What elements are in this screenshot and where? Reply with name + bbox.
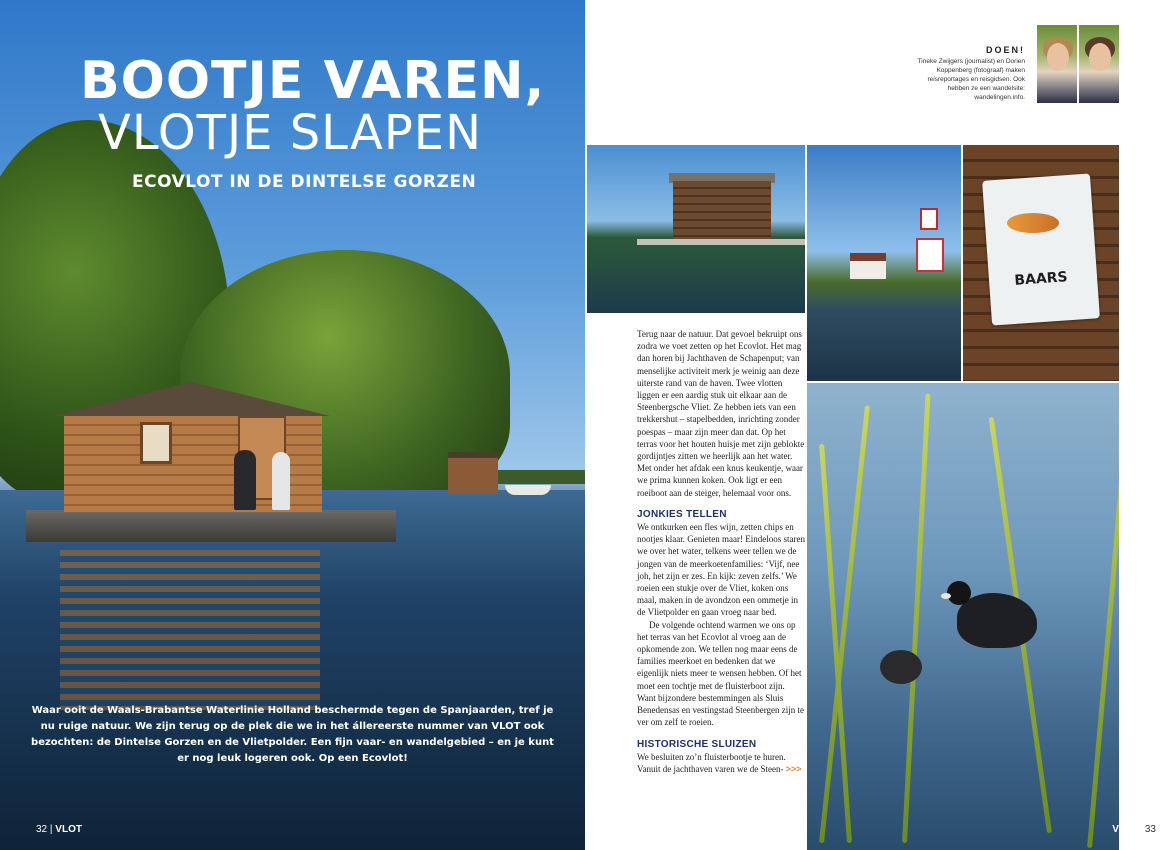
article-paragraph: De volgende ochtend warmen we ons op het terras van het Ecovlot al vroeg aan de opkomende zon. We tellen nog maar eens de families meerkoet en bedenken dat we eigenlijk niets meer te wensen hebben. Of het moet een tochtje met de fluisterboot zijn. Want bijzondere bestemmingen als Sluis Benedensas en vestingstad Steenbergen zijn te ver om zelf te roeien. [637, 619, 805, 728]
article-body [637, 328, 805, 775]
coot-beak [941, 593, 951, 599]
coot-head [947, 581, 971, 605]
continue-arrows-icon: >>> [785, 763, 802, 774]
reed-stem [1087, 390, 1119, 849]
folio-brand-right: VLOT [1112, 824, 1139, 835]
water-reflection [60, 550, 320, 710]
reed-stem [819, 444, 852, 843]
author-portrait-journalist [1037, 25, 1077, 103]
sluice-house [850, 253, 886, 279]
doen-credits: Tineke Zwijgers (journalist) en Dorien Koppenberg (fotograaf) maken reisreportages en reisgidsen. Ook hebben ze een wandelsite: wandelingen.info. [917, 58, 1025, 101]
cabin-window [140, 422, 172, 464]
reed-stem [902, 393, 931, 843]
cabin-roof [54, 382, 330, 416]
portrait-face [1047, 43, 1069, 71]
article-paragraph: We ontkurken een fles wijn, zetten chips en nootjes klaar. Genieten maar! Eindeloos staren we over het water, telkens weer tellen we de jongen van de meerkoetenfamilies: ‘Vijf, nee joh, het zijn er zes. En kijk: zeven zelfs.’ We roeien een stukje over de Vliet, koken ons maal, maken in de avondzon een ommetje in de Vlietpolder en gaan vroeg naar bed. [637, 522, 805, 618]
photo-sluice-canal [807, 145, 961, 381]
article-paragraph [637, 751, 805, 775]
photo-coots-in-reeds [807, 383, 1119, 850]
folio-right [1112, 824, 1156, 835]
title-line-2: VLOTJE SLAPEN [98, 105, 483, 161]
traffic-sign [920, 208, 938, 230]
intro-text: Waar ooit de Waals-Brabantse Waterlinie Holland beschermde tegen de Spanjaarden, tref je nu ruige natuur. We zijn terug op de plek die we in het állereerste nummer van VLOT ook bezochten: de Dintelse Gorzen en de Vlietpolder. Een fijn vaar- en wandelgebied – en je kunt er nog leuk logeren ook. Op een Ecovlot! [31, 705, 554, 764]
floating-raft [26, 510, 396, 542]
right-page [585, 0, 1170, 850]
anchor-sign [916, 238, 944, 272]
section-heading: JONKIES TELLEN [637, 508, 727, 520]
page-subtitle: ECOVLOT IN DE DINTELSE GORZEN [132, 172, 477, 192]
folio-separator: | [49, 824, 53, 835]
title-line-1: BOOTJE VAREN, [80, 51, 546, 111]
page-number-right: 33 [1144, 824, 1156, 835]
sign-plate [982, 173, 1100, 325]
rowing-boat [505, 485, 551, 495]
perch-fish-icon [1007, 213, 1059, 233]
page-title [80, 51, 580, 161]
photo-baars-sign [963, 145, 1119, 381]
cabin-deck [637, 239, 805, 245]
cabin [673, 181, 771, 241]
article-text: We besluiten zo’n fluisterbootje te huren. Vanuit de jachthaven varen we de Steen- [637, 751, 786, 774]
article-paragraph: Terug naar de natuur. Dat gevoel bekruipt ons zodra we voet zetten op het Ecovlot. Het mag dan horen bij Jachthaven de Schapenput; van menselijke activiteit merk je weinig aan deze uiterste rand van de haven. Twee vlotten liggen er een aardig stuk uit elkaar aan de Steenbergsche Vliet. Ze hebben iets van een trekkershut – stapelbedden, inrichting zonder poespas – maar zijn meer dan dat. Op het terras voor het houten huisje met zijn geblokte gordijntjes zitten we heerlijk aan het water. Met onder het afdak een knus keukentje, waar we prima kunnen koken. Ook ligt er een roeiboot aan de steiger, helemaal voor ons. [637, 329, 805, 498]
folio-brand-left: VLOT [55, 824, 82, 835]
photo-floating-cabin [587, 145, 805, 313]
portrait-face [1089, 43, 1111, 71]
person-seated [234, 450, 256, 510]
doen-box [905, 45, 1025, 102]
section-heading: HISTORISCHE SLUIZEN [637, 738, 757, 750]
distant-floating-cabin [448, 452, 498, 494]
author-portrait-photographer [1079, 25, 1119, 103]
folio-left [36, 824, 82, 835]
adult-coot [957, 593, 1037, 648]
doen-title: DOEN! [986, 45, 1025, 55]
coot-chick [880, 650, 922, 684]
page-number-left: 32 [36, 824, 48, 835]
person-standing [272, 452, 290, 510]
sign-text: BAARS [1013, 269, 1069, 289]
